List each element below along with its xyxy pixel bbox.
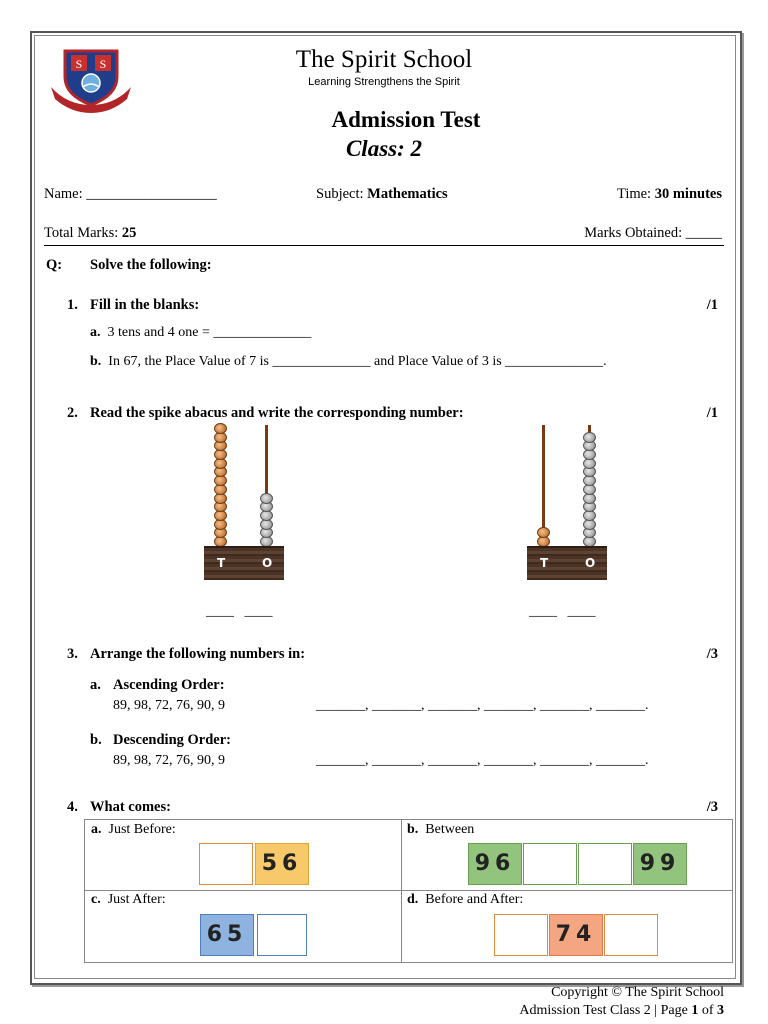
- abacus-2-base: [527, 546, 607, 580]
- q4-b-letter: b.: [407, 822, 419, 837]
- q4-d-number-box: 74: [549, 914, 603, 956]
- q3-a-title: Ascending Order:: [113, 677, 225, 693]
- q4-a-text: Just Before:: [108, 822, 176, 837]
- test-title: Admission Test: [331, 107, 481, 132]
- q4-a-answer-box[interactable]: [199, 843, 253, 885]
- footer-page-of: of: [698, 1003, 717, 1018]
- q4-d-answer-box-before[interactable]: [494, 914, 548, 956]
- q4-d-answer-box-after[interactable]: [604, 914, 658, 956]
- q2-number: 2.: [67, 405, 78, 421]
- q-label: Q:: [46, 257, 63, 273]
- subject-label: Subject:: [316, 186, 364, 202]
- q1-a: [90, 325, 311, 341]
- footer-page-total: 3: [717, 1003, 724, 1018]
- q1-a-label: a.: [90, 325, 101, 340]
- q4-b-number-box-1: 96: [468, 843, 522, 885]
- q4-c-label: [91, 892, 166, 908]
- abacus-2-ones-bead: [583, 432, 596, 443]
- abacus-2-tens-label: T: [540, 556, 549, 570]
- q-instruction: Solve the following:: [90, 257, 212, 273]
- q1-b: [90, 354, 607, 370]
- svg-text:S: S: [75, 57, 83, 71]
- abacus-1-tens-bead: [214, 423, 227, 434]
- q1-marks: /1: [706, 297, 718, 313]
- total-marks-label: Total Marks:: [44, 225, 119, 241]
- name-field: [44, 186, 217, 203]
- header-divider: [44, 245, 724, 246]
- school-motto: Learning Strengthens the Spirit: [308, 76, 460, 88]
- q3-b-title: Descending Order:: [113, 732, 231, 748]
- abacus-1-tens-label: T: [217, 556, 226, 570]
- q4-grid: [84, 819, 733, 963]
- marks-obtained-field: [584, 225, 722, 242]
- q4-d-text: Before and After:: [425, 892, 524, 907]
- time-label: Time:: [616, 186, 652, 202]
- q3-title: Arrange the following numbers in:: [90, 646, 306, 662]
- q4-grid-hline: [85, 890, 732, 891]
- q4-b-label: [407, 822, 474, 838]
- footer-page-prefix: Admission Test Class 2 | Page: [519, 1003, 692, 1018]
- q3-a-label: a.: [90, 677, 101, 693]
- q1-b-text: In 67, the Place Value of 7 is ______________ and Place Value of 3 is ______________.: [108, 354, 607, 369]
- name-blank: __________________: [86, 186, 217, 202]
- q4-a-letter: a.: [91, 822, 102, 837]
- school-name: The Spirit School: [295, 46, 473, 73]
- q1-title: Fill in the blanks:: [90, 297, 200, 313]
- q4-c-number-box: 65: [200, 914, 254, 956]
- name-label: Name:: [44, 186, 83, 202]
- footer-page-num: 1: [691, 1003, 699, 1018]
- q4-b-answer-box-2[interactable]: [578, 843, 632, 885]
- q4-marks: /3: [706, 799, 718, 815]
- q3-number: 3.: [67, 646, 78, 662]
- time-field: [617, 186, 722, 203]
- q2-marks: /1: [706, 405, 718, 421]
- time-value: 30 minutes: [654, 186, 722, 202]
- marks-obtained-blank: _____: [685, 225, 722, 241]
- total-marks-value: 25: [121, 225, 137, 241]
- q4-a-number-box: 56: [255, 843, 309, 885]
- q4-d-label: [407, 892, 523, 908]
- q4-c-letter: c.: [91, 892, 101, 907]
- q4-number: 4.: [67, 799, 78, 815]
- subject-field: [316, 186, 448, 203]
- q3-b-label: b.: [90, 732, 102, 748]
- q4-title: What comes:: [90, 799, 171, 815]
- q3-a-numbers: 89, 98, 72, 76, 90, 9: [113, 698, 225, 713]
- footer-page-info: [519, 1003, 724, 1019]
- abacus-2-ones-label: O: [585, 556, 596, 570]
- q3-marks: /3: [706, 646, 718, 662]
- test-class: Class: 2: [345, 136, 423, 161]
- q3-b-blanks: _______, _______, _______, _______, _______, _______.: [316, 753, 649, 768]
- subject-value: Mathematics: [367, 186, 448, 202]
- svg-text:S: S: [99, 57, 107, 71]
- footer-copyright: Copyright © The Spirit School: [551, 985, 724, 1000]
- q4-d-letter: d.: [407, 892, 419, 907]
- total-marks-field: [44, 225, 136, 242]
- q1-a-text: 3 tens and 4 one = ______________: [107, 325, 312, 340]
- q3-b-numbers: 89, 98, 72, 76, 90, 9: [113, 753, 225, 768]
- abacus-1-ones-label: O: [262, 556, 273, 570]
- q3-a-blanks: _______, _______, _______, _______, _______, _______.: [316, 698, 649, 713]
- abacus-1-base: [204, 546, 284, 580]
- q4-c-text: Just After:: [107, 892, 166, 907]
- q4-a-label: [91, 822, 176, 838]
- q1-b-label: b.: [90, 354, 102, 369]
- q4-b-number-box-2: 99: [633, 843, 687, 885]
- q2-title: Read the spike abacus and write the corresponding number:: [90, 405, 464, 421]
- marks-obtained-label: Marks Obtained:: [584, 225, 683, 241]
- abacus-2-answer-blank: ____ ____: [529, 604, 596, 619]
- q4-b-text: Between: [425, 822, 475, 837]
- q4-b-answer-box-1[interactable]: [523, 843, 577, 885]
- q4-grid-vline: [401, 820, 402, 962]
- abacus-1-answer-blank: ____ ____: [206, 604, 273, 619]
- q4-c-answer-box[interactable]: [257, 914, 307, 956]
- abacus-1-ones-bead: [260, 493, 273, 504]
- q1-number: 1.: [67, 297, 78, 313]
